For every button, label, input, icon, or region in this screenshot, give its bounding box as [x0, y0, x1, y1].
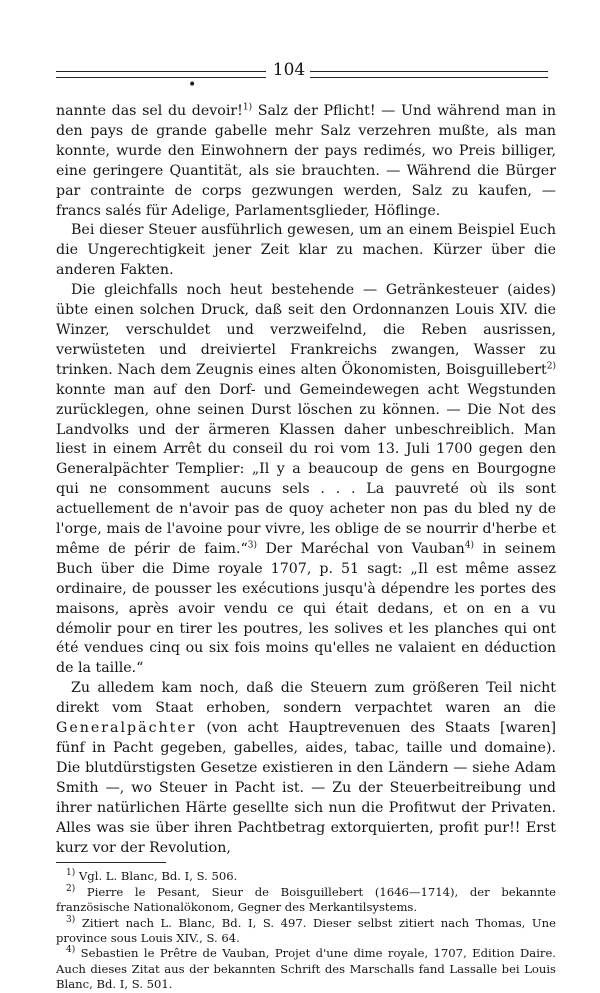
- footnote-2: [56, 885, 556, 916]
- footnotes: [56, 869, 556, 992]
- paragraph-4: [56, 679, 556, 858]
- main-text: [56, 102, 556, 858]
- footnote-mark: 3): [66, 914, 76, 925]
- paragraph-2: Bei dieser Steuer ausführlich gewesen, um an einem Beispiel Euch die Ungerechtigkeit jener Zeit klar zu machen. Kürzer über die anderen Fakten.: [56, 222, 556, 279]
- text-run: konnte man auf den Dorf- und Gemeindewegen acht Wegstunden zurücklegen, ohne seinen Durst löschen zu können. — Die Not des Landvolks und der ärmeren Klassen daher unbeschreiblich. Man liest in einem Arrêt du conseil du roi vom 13. Juli 1700 gegen den Generalpächter Templier: „Il y a beaucoup de gens en Bourgogne qui ne consomment aucuns sels . . . La pauvreté où ils sont actuellement de n'avoir pas de quoy acheter non pas du bled ny de l'orge, mais de l'avoine pour vivre, les oblige de se nourrir d'herbe et même de périr de faim.“: [56, 381, 556, 557]
- header-mark: •: [188, 77, 197, 93]
- text-run: Zu alledem kam noch, daß die Steuern zum größeren Teil nicht direkt vom Staat erhoben, sondern verpachtet waren an die: [56, 680, 556, 717]
- footnote-mark: 1): [66, 868, 76, 879]
- footnote-text: Pierre le Pesant, Sieur de Boisguillebert (1646—1714), der bekannte französische Nationalökonom, Gegner des Merkantilsystems.: [56, 884, 556, 915]
- page-number: 104: [272, 60, 306, 80]
- footnote-ref[interactable]: 4): [464, 540, 475, 551]
- footnote-3: [56, 916, 556, 947]
- text-run: Die gleichfalls noch heut bestehende — Getränkesteuer (aides) übte einen solchen Druck, daß seit den Ordonnanzen Louis XIV. die Winzer, verschuldet und verzweifelnd, die Reben ausrissen, verwüsteten und dreiviertel Frankreichs zwangen, Wasser zu trinken. Nach dem Zeugnis eines alten Ökonomisten, Boisguillebert: [56, 282, 556, 378]
- book-page: [56, 62, 556, 993]
- footnote-ref[interactable]: 2): [546, 361, 556, 372]
- footnote-separator: [56, 862, 166, 863]
- text-run: nannte das sel du devoir!: [56, 103, 243, 119]
- footnote-mark: 4): [66, 945, 76, 956]
- footnote-mark: 2): [66, 883, 76, 894]
- text-run: (von acht Hauptrevenuen des Staats [waren] fünf in Pacht gegeben, gabelles, aides, tabac, taille und domaine). Die blutdürstigsten Gesetze existieren in den Ländern — siehe Adam Smith —, wo Steuer in Pacht ist. — Zu der Steuerbeitreibung und ihrer natürlichen Härte gesellte sich nun die Profitwut der Privaten. Alles was sie über ihren Pachtbetrag extorquierten, profit pur!! Erst kurz vor der Revolution,: [56, 720, 556, 856]
- footnote-text: Sebastien le Prêtre de Vauban, Projet d'une dime royale, 1707, Edition Daire. Auch dieses Zitat aus der bekannten Schrift des Marschalls fand Lassalle bei Louis Blanc, Bd. I, S. 501.: [56, 946, 556, 992]
- header-rule-left: [56, 71, 266, 78]
- footnote-text: Zitiert nach L. Blanc, Bd. I, S. 497. Dieser selbst zitiert nach Thomas, Une province sous Louis XIV., S. 64.: [56, 915, 556, 946]
- text-run: Salz der Pflicht! — Und während man in den pays de grande gabelle mehr Salz verzehren mußte, als man konnte, wurde den Einwohnern der pays redimés, wo Preis billiger, eine geringere Quantität, als sie brauchten. — Während die Bürger par contrainte de corps gezwungen werden, Salz zu kaufen, — francs salés für Adelige, Parlamentsglieder, Höflinge.: [56, 103, 556, 219]
- paragraph-1: [56, 102, 556, 221]
- text-run: Der Maréchal von Vauban: [257, 540, 465, 557]
- footnote-ref[interactable]: 3): [247, 540, 258, 551]
- header-rule-right: [310, 71, 548, 78]
- footnote-ref[interactable]: 1): [242, 102, 253, 113]
- page-header: [56, 60, 556, 93]
- paragraph-3: [56, 281, 556, 679]
- footnote-4: [56, 946, 556, 992]
- footnote-1: [56, 869, 556, 884]
- text-run: in seinem Buch über die Dime royale 1707, p. 51 sagt: „Il est même assez ordinaire, de pousser les exécutions jusqu'à dépendre les portes des maisons, après avoir vendu ce qui était dedans, et on en a vu démolir pour en tirer les poutres, les solives et les planches qui ont été vendues cinq ou six fois moins qu'elles ne valaient en déduction de la taille.“: [56, 540, 556, 677]
- footnote-text: Vgl. L. Blanc, Bd. I, S. 506.: [75, 869, 238, 884]
- spaced-term: Generalpächter: [56, 720, 197, 737]
